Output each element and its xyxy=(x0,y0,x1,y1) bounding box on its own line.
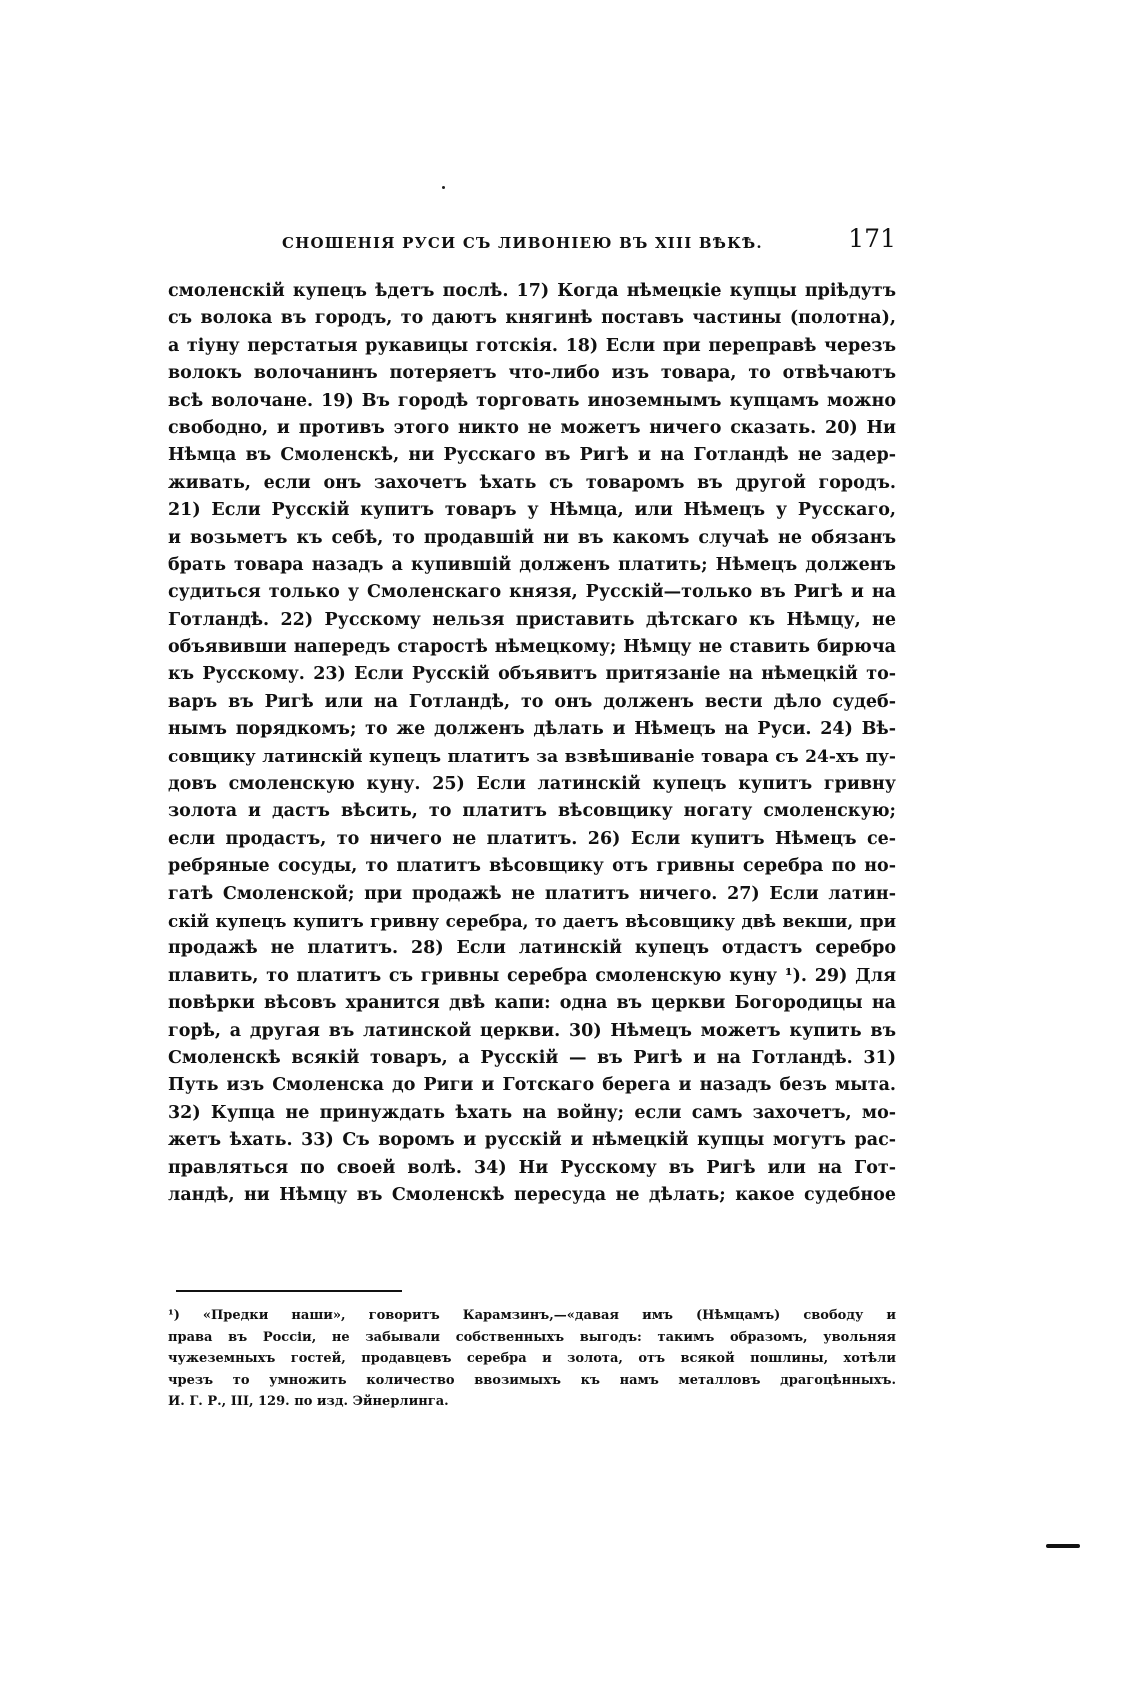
text-line: къ Русскому. 23) Если Русскій объявитъ притязаніе на нѣмецкій то- xyxy=(168,664,896,685)
footnote-divider xyxy=(176,1290,402,1292)
text-line: золота и дастъ вѣсить, то платитъ вѣсовщику ногату смоленскую; xyxy=(168,801,896,822)
text-line: варъ въ Ригѣ или на Готландѣ, то онъ долженъ вести дѣло судеб- xyxy=(168,691,896,712)
text-line: свободно, и противъ этого никто не можетъ ничего сказать. 20) Ни xyxy=(168,417,896,438)
footnote xyxy=(168,1305,896,1413)
text-line: гатѣ Смоленской; при продажѣ не платитъ ничего. 27) Если латин- xyxy=(168,883,896,904)
text-line: и возьметъ къ себѣ, то продавшій ни въ какомъ случаѣ не обязанъ xyxy=(168,527,896,548)
text-line: всѣ волочане. 19) Въ городѣ торговать иноземнымъ купцамъ можно xyxy=(168,390,896,411)
text-line: ландѣ, ни Нѣмцу въ Смоленскѣ пересуда не дѣлать; какое судебное xyxy=(168,1184,896,1205)
text-line: судиться только у Смоленскаго князя, Русскій—только въ Ригѣ и на xyxy=(168,582,896,603)
text-line: Смоленскѣ всякій товаръ, а Русскій — въ Ригѣ и на Готландѣ. 31) xyxy=(168,1047,896,1068)
footnote-line: ¹) «Предки наши», говоритъ Карамзинъ,—«давая имъ (Нѣмцамъ) свободу и xyxy=(168,1308,896,1323)
text-line: довъ смоленскую куну. 25) Если латинскій купецъ купитъ гривну xyxy=(168,774,896,795)
text-line: объявивши напередъ старостѣ нѣмецкому; Нѣмцу не ставить бирюча xyxy=(168,637,896,658)
text-line: горѣ, а другая въ латинской церкви. 30) Нѣмецъ можетъ купить въ xyxy=(168,1020,896,1041)
page-number: 171 xyxy=(848,224,896,253)
text-line: живать, если онъ захочетъ ѣхать съ товаромъ въ другой городъ. xyxy=(168,472,896,493)
text-line: скій купецъ купитъ гривну серебра, то даетъ вѣсовщику двѣ векши, при xyxy=(168,910,896,931)
footnote-line: И. Г. Р., III, 129. по изд. Эйнерлинга. xyxy=(168,1394,449,1409)
text-line: Нѣмца въ Смоленскѣ, ни Русскаго въ Ригѣ и на Готландѣ не задер- xyxy=(168,445,896,466)
text-line: повѣрки вѣсовъ хранится двѣ капи: одна въ церкви Богородицы на xyxy=(168,993,896,1014)
footnote-line: чрезъ то умножить количество ввозимыхъ къ намъ металловъ драгоцѣнныхъ. xyxy=(168,1372,896,1388)
text-line: плавить, то платитъ съ гривны серебра смоленскую куну ¹). 29) Для xyxy=(168,965,896,986)
footnote-line: права въ Россіи, не забывали собственныхъ выгодъ: такимъ образомъ, увольняя xyxy=(168,1329,896,1345)
text-line: правляться по своей волѣ. 34) Ни Русскому въ Ригѣ или на Гот- xyxy=(168,1157,896,1178)
text-line: Путь изъ Смоленска до Риги и Готскаго берега и назадъ безъ мыта. xyxy=(168,1075,896,1096)
text-line: жетъ ѣхать. 33) Съ воромъ и русскій и нѣмецкій купцы могутъ рас- xyxy=(168,1130,896,1151)
text-line: 21) Если Русскій купитъ товаръ у Нѣмца, или Нѣмецъ у Русскаго, xyxy=(168,500,896,521)
text-line: если продастъ, то ничего не платитъ. 26) Если купитъ Нѣмецъ се- xyxy=(168,828,896,849)
text-line: съ волока въ городъ, то даютъ княгинѣ поставъ частины (полотна), xyxy=(168,308,896,329)
text-line: совщику латинскій купецъ платитъ за взвѣшиваніе товара съ 24-хъ пу- xyxy=(168,746,896,767)
text-line: а тіуну перстатыя рукавицы готскія. 18) Если при переправѣ черезъ xyxy=(168,335,896,356)
text-line: брать товара назадъ а купившій долженъ платить; Нѣмецъ долженъ xyxy=(168,554,896,575)
text-line: смоленскій купецъ ѣдетъ послѣ. 17) Когда нѣмецкіе купцы пріѣдутъ xyxy=(168,281,896,301)
body-text xyxy=(168,278,896,1209)
text-line: продажѣ не платитъ. 28) Если латинскій купецъ отдастъ серебро xyxy=(168,938,896,959)
text-line: ребряные сосуды, то платитъ вѣсовщику отъ гривны серебра по но- xyxy=(168,856,896,877)
text-line: 32) Купца не принуждать ѣхать на войну; если самъ захочетъ, мо- xyxy=(168,1102,896,1123)
text-line: Готландѣ. 22) Русскому нельзя приставить дѣтскаго къ Нѣмцу, не xyxy=(168,609,896,630)
scan-edge-mark xyxy=(1046,1544,1080,1548)
running-head xyxy=(168,222,896,262)
footnote-line: чужеземныхъ гостей, продавцевъ серебра и золота, отъ всякой пошлины, хотѣли xyxy=(168,1351,896,1366)
text-line: волокъ волочанинъ потеряетъ что-либо изъ товара, то отвѣчаютъ xyxy=(168,363,896,384)
ink-speck xyxy=(442,186,445,189)
running-title: СНОШЕНІЯ РУСИ СЪ ЛИВОНІЕЮ ВЪ XIII ВѢКѢ. xyxy=(282,234,763,252)
text-line: нымъ порядкомъ; то же долженъ дѣлать и Нѣмецъ на Руси. 24) Вѣ- xyxy=(168,719,896,740)
